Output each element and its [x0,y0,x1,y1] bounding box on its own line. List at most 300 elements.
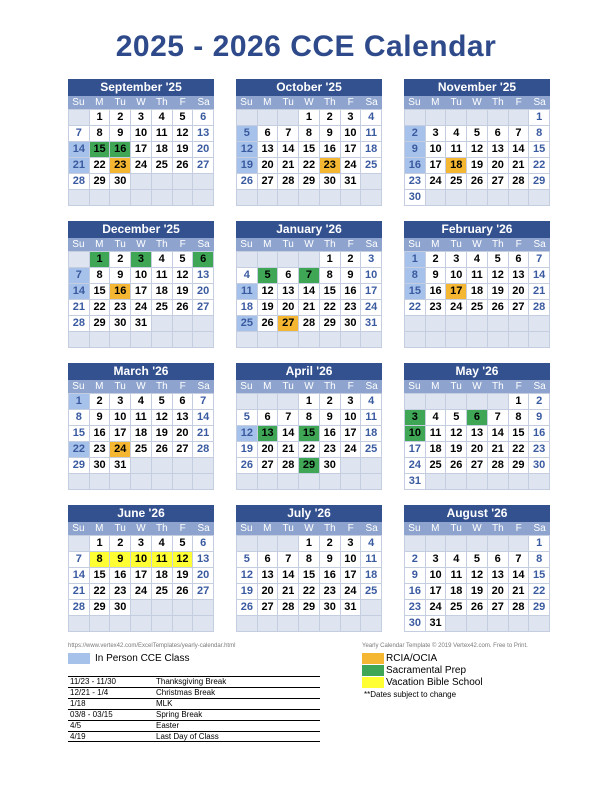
day-cell: 8 [320,268,341,284]
day-cell: 20 [258,584,279,600]
weekday-label: W [304,381,314,392]
day-cell: 16 [110,568,131,584]
day-cell: 20 [193,142,214,158]
day-cell: 27 [258,458,279,474]
weekday-label: M [263,381,272,392]
day-cell: 2 [529,394,550,410]
empty-day-cell [446,110,467,126]
day-cell: 24 [341,442,362,458]
day-cell: 8 [529,552,550,568]
break-row [68,720,320,731]
empty-day-cell [258,252,279,268]
weekday-label: Th [492,239,504,250]
day-cell: 7 [488,410,509,426]
day-cell: 26 [173,584,194,600]
weekday-label: F [515,239,522,250]
month-block [404,505,550,632]
weekday-label: Tu [282,97,294,108]
empty-day-cell [237,332,258,348]
day-cell: 3 [131,110,152,126]
day-cell: 1 [529,110,550,126]
empty-day-cell [426,394,447,410]
day-cell: 20 [488,158,509,174]
day-cell: 10 [341,552,362,568]
weekday-label: Sa [533,239,546,250]
calendar-grid [68,79,550,629]
day-cell: 6 [193,252,214,268]
day-cell: 16 [426,284,447,300]
day-cell: 2 [320,536,341,552]
day-cell: 2 [341,252,362,268]
weekday-label: F [179,381,186,392]
day-cell: 5 [258,268,279,284]
day-cell: 25 [361,584,382,600]
day-cell: 29 [299,458,320,474]
empty-day-cell [69,252,90,268]
day-cell: 17 [405,442,426,458]
empty-day-cell [173,616,194,632]
day-cell: 12 [173,126,194,142]
weekday-label: F [179,239,186,250]
weekday-label: Sa [197,523,210,534]
day-cell: 30 [405,616,426,632]
day-cell: 29 [529,600,550,616]
month-block [68,221,214,348]
break-event: MLK [156,699,173,708]
empty-day-cell [426,474,447,490]
day-grid [68,251,214,348]
empty-day-cell [320,190,341,206]
day-cell: 6 [467,410,488,426]
source-url[interactable]: https://www.vertex42.com/ExcelTemplates/yearly-calendar.html [68,643,236,649]
weekday-header [404,522,550,535]
empty-day-cell [131,600,152,616]
day-cell: 4 [467,252,488,268]
empty-day-cell [405,332,426,348]
empty-day-cell [69,332,90,348]
day-cell: 26 [488,300,509,316]
empty-day-cell [152,332,173,348]
break-event: Last Day of Class [156,732,219,741]
empty-day-cell [509,190,530,206]
day-grid [404,535,550,632]
day-cell: 24 [405,458,426,474]
day-cell: 22 [299,442,320,458]
weekday-label: Sa [365,523,378,534]
empty-day-cell [131,616,152,632]
day-cell: 30 [341,316,362,332]
day-cell: 20 [258,442,279,458]
weekday-label: M [263,97,272,108]
day-cell: 27 [278,316,299,332]
weekday-label: Sa [533,381,546,392]
day-cell: 31 [405,474,426,490]
empty-day-cell [237,536,258,552]
empty-day-cell [173,600,194,616]
empty-day-cell [529,332,550,348]
day-cell: 3 [405,410,426,426]
day-cell: 27 [488,174,509,190]
break-row [68,698,320,709]
weekday-label: F [347,523,354,534]
day-cell: 12 [467,568,488,584]
empty-day-cell [467,474,488,490]
day-cell: 11 [361,552,382,568]
empty-day-cell [426,190,447,206]
weekday-label: Tu [450,239,462,250]
empty-day-cell [446,394,467,410]
day-cell: 6 [173,394,194,410]
empty-day-cell [320,474,341,490]
day-cell: 9 [426,268,447,284]
weekday-header [236,96,382,109]
empty-day-cell [361,474,382,490]
month-title: September '25 [68,79,214,96]
day-cell: 18 [152,568,173,584]
empty-day-cell [341,190,362,206]
day-cell: 13 [193,126,214,142]
day-cell: 26 [237,174,258,190]
empty-day-cell [237,110,258,126]
day-cell: 26 [173,158,194,174]
day-cell: 20 [488,584,509,600]
weekday-label: Sa [365,97,378,108]
day-cell: 8 [90,268,111,284]
day-cell: 28 [509,174,530,190]
empty-day-cell [278,616,299,632]
day-cell: 24 [426,174,447,190]
day-cell: 1 [320,252,341,268]
day-cell: 2 [405,552,426,568]
day-cell: 1 [299,394,320,410]
day-cell: 26 [152,442,173,458]
empty-day-cell [258,474,279,490]
weekday-label: M [431,239,440,250]
day-cell: 13 [258,142,279,158]
day-cell: 13 [278,284,299,300]
day-cell: 15 [299,568,320,584]
day-cell: 5 [173,110,194,126]
day-cell: 5 [237,552,258,568]
break-row [68,731,320,742]
weekday-label: M [431,97,440,108]
day-cell: 15 [529,142,550,158]
empty-day-cell [278,110,299,126]
day-cell: 4 [152,536,173,552]
weekday-label: F [515,523,522,534]
month-block [236,363,382,490]
empty-day-cell [509,536,530,552]
empty-day-cell [152,474,173,490]
day-cell: 8 [509,410,530,426]
day-cell: 6 [193,536,214,552]
day-cell: 31 [341,174,362,190]
day-cell: 5 [237,126,258,142]
empty-day-cell [320,616,341,632]
empty-day-cell [237,394,258,410]
day-cell: 31 [361,316,382,332]
empty-day-cell [509,474,530,490]
month-block [68,79,214,206]
break-dates: 11/23 - 11/30 [70,677,116,686]
day-cell: 5 [467,552,488,568]
day-cell: 23 [320,584,341,600]
day-cell: 2 [320,394,341,410]
empty-day-cell [278,190,299,206]
month-block [236,79,382,206]
day-cell: 18 [361,426,382,442]
month-block [404,221,550,348]
weekday-label: Th [156,97,168,108]
day-cell: 19 [173,284,194,300]
day-cell: 6 [278,268,299,284]
day-cell: 12 [467,142,488,158]
day-cell: 17 [131,142,152,158]
weekday-header [236,238,382,251]
day-cell: 21 [299,300,320,316]
day-cell: 6 [258,126,279,142]
month-block [68,363,214,490]
day-cell: 10 [131,268,152,284]
month-title: October '25 [236,79,382,96]
day-cell: 27 [193,584,214,600]
day-cell: 8 [299,126,320,142]
day-cell: 23 [110,158,131,174]
day-cell: 29 [90,316,111,332]
day-cell: 25 [152,584,173,600]
weekday-label: W [304,239,314,250]
empty-day-cell [361,174,382,190]
weekday-label: W [136,239,146,250]
empty-day-cell [69,536,90,552]
day-cell: 18 [131,426,152,442]
empty-day-cell [509,110,530,126]
weekday-label: Su [408,239,421,250]
break-row [68,687,320,698]
weekday-label: F [179,97,186,108]
day-cell: 29 [299,600,320,616]
day-cell: 23 [110,300,131,316]
empty-day-cell [173,332,194,348]
day-cell: 17 [446,284,467,300]
empty-day-cell [446,316,467,332]
day-cell: 1 [90,536,111,552]
day-cell: 6 [488,552,509,568]
day-cell: 12 [152,410,173,426]
month-title: February '26 [404,221,550,238]
day-cell: 27 [488,600,509,616]
sacramental-prep-label: Sacramental Prep [386,665,467,676]
empty-day-cell [131,190,152,206]
break-dates: 1/18 [70,699,86,708]
day-cell: 15 [90,142,111,158]
empty-day-cell [131,474,152,490]
break-dates: 12/21 - 1/4 [70,688,109,697]
day-cell: 26 [237,458,258,474]
weekday-label: W [304,523,314,534]
day-cell: 1 [90,110,111,126]
empty-day-cell [152,174,173,190]
empty-day-cell [90,474,111,490]
day-cell: 16 [110,284,131,300]
day-cell: 29 [90,174,111,190]
weekday-label: Su [72,239,85,250]
day-cell: 17 [341,568,362,584]
day-cell: 22 [69,442,90,458]
weekday-label: Su [408,523,421,534]
day-cell: 14 [278,426,299,442]
empty-day-cell [467,616,488,632]
day-cell: 11 [446,568,467,584]
empty-day-cell [193,458,214,474]
day-cell: 18 [446,158,467,174]
day-cell: 16 [529,426,550,442]
day-cell: 3 [131,536,152,552]
day-cell: 7 [278,410,299,426]
weekday-label: Su [408,381,421,392]
day-cell: 12 [488,268,509,284]
month-block [236,505,382,632]
empty-day-cell [405,316,426,332]
day-cell: 8 [529,126,550,142]
empty-day-cell [341,332,362,348]
day-cell: 7 [69,268,90,284]
weekday-label: Th [156,239,168,250]
weekday-label: M [263,523,272,534]
month-title: April '26 [236,363,382,380]
day-cell: 18 [152,284,173,300]
empty-day-cell [90,190,111,206]
day-cell: 29 [529,174,550,190]
empty-day-cell [131,332,152,348]
day-cell: 8 [299,552,320,568]
empty-day-cell [361,600,382,616]
day-cell: 28 [193,442,214,458]
day-cell: 22 [320,300,341,316]
empty-day-cell [152,616,173,632]
weekday-header [68,522,214,535]
day-cell: 12 [237,142,258,158]
weekday-label: Th [492,381,504,392]
day-cell: 18 [361,568,382,584]
day-cell: 27 [173,442,194,458]
day-cell: 30 [90,458,111,474]
day-cell: 9 [529,410,550,426]
day-cell: 25 [467,300,488,316]
empty-day-cell [173,174,194,190]
day-cell: 26 [237,600,258,616]
empty-day-cell [152,458,173,474]
day-cell: 1 [90,252,111,268]
day-cell: 20 [258,158,279,174]
day-cell: 28 [69,316,90,332]
day-cell: 3 [426,126,447,142]
weekday-label: Sa [533,523,546,534]
in-person-cce-label: In Person CCE Class [95,653,190,664]
empty-day-cell [509,332,530,348]
empty-day-cell [131,458,152,474]
day-cell: 19 [152,426,173,442]
day-cell: 9 [110,268,131,284]
day-cell: 12 [446,426,467,442]
empty-day-cell [193,474,214,490]
day-cell: 2 [110,252,131,268]
empty-day-cell [488,394,509,410]
empty-day-cell [278,394,299,410]
weekday-header [68,238,214,251]
weekday-label: W [136,381,146,392]
day-cell: 28 [69,174,90,190]
empty-day-cell [488,316,509,332]
day-cell: 4 [446,552,467,568]
empty-day-cell [467,332,488,348]
weekday-label: Su [240,523,253,534]
day-cell: 5 [446,410,467,426]
day-cell: 4 [446,126,467,142]
empty-day-cell [110,190,131,206]
weekday-label: W [472,523,482,534]
page-title: 2025 - 2026 CCE Calendar [115,30,497,63]
month-title: June '26 [68,505,214,522]
empty-day-cell [110,616,131,632]
empty-day-cell [193,332,214,348]
weekday-label: Su [408,97,421,108]
day-cell: 11 [237,284,258,300]
day-cell: 1 [299,110,320,126]
day-cell: 18 [467,284,488,300]
day-cell: 14 [509,568,530,584]
month-block [404,79,550,206]
weekday-label: Tu [282,381,294,392]
day-cell: 8 [405,268,426,284]
empty-day-cell [110,332,131,348]
weekday-label: Sa [533,97,546,108]
day-cell: 16 [405,158,426,174]
day-cell: 4 [361,394,382,410]
day-cell: 8 [299,410,320,426]
day-cell: 13 [488,142,509,158]
day-cell: 3 [446,252,467,268]
day-cell: 9 [320,126,341,142]
day-cell: 13 [467,426,488,442]
day-grid [68,393,214,490]
day-cell: 26 [446,458,467,474]
day-cell: 27 [258,600,279,616]
empty-day-cell [258,110,279,126]
day-cell: 9 [110,552,131,568]
day-cell: 10 [446,268,467,284]
weekday-header [404,238,550,251]
day-cell: 11 [152,126,173,142]
day-cell: 31 [426,616,447,632]
empty-day-cell [258,332,279,348]
empty-day-cell [69,110,90,126]
empty-day-cell [193,616,214,632]
day-cell: 3 [426,552,447,568]
empty-day-cell [299,252,320,268]
weekday-label: Sa [197,97,210,108]
day-cell: 28 [299,316,320,332]
day-cell: 23 [90,442,111,458]
day-grid [68,109,214,206]
in-person-cce-swatch [68,653,90,664]
day-cell: 3 [361,252,382,268]
day-cell: 20 [193,568,214,584]
day-cell: 19 [237,584,258,600]
break-event: Christmas Break [156,688,216,697]
weekday-label: W [136,97,146,108]
day-cell: 1 [509,394,530,410]
